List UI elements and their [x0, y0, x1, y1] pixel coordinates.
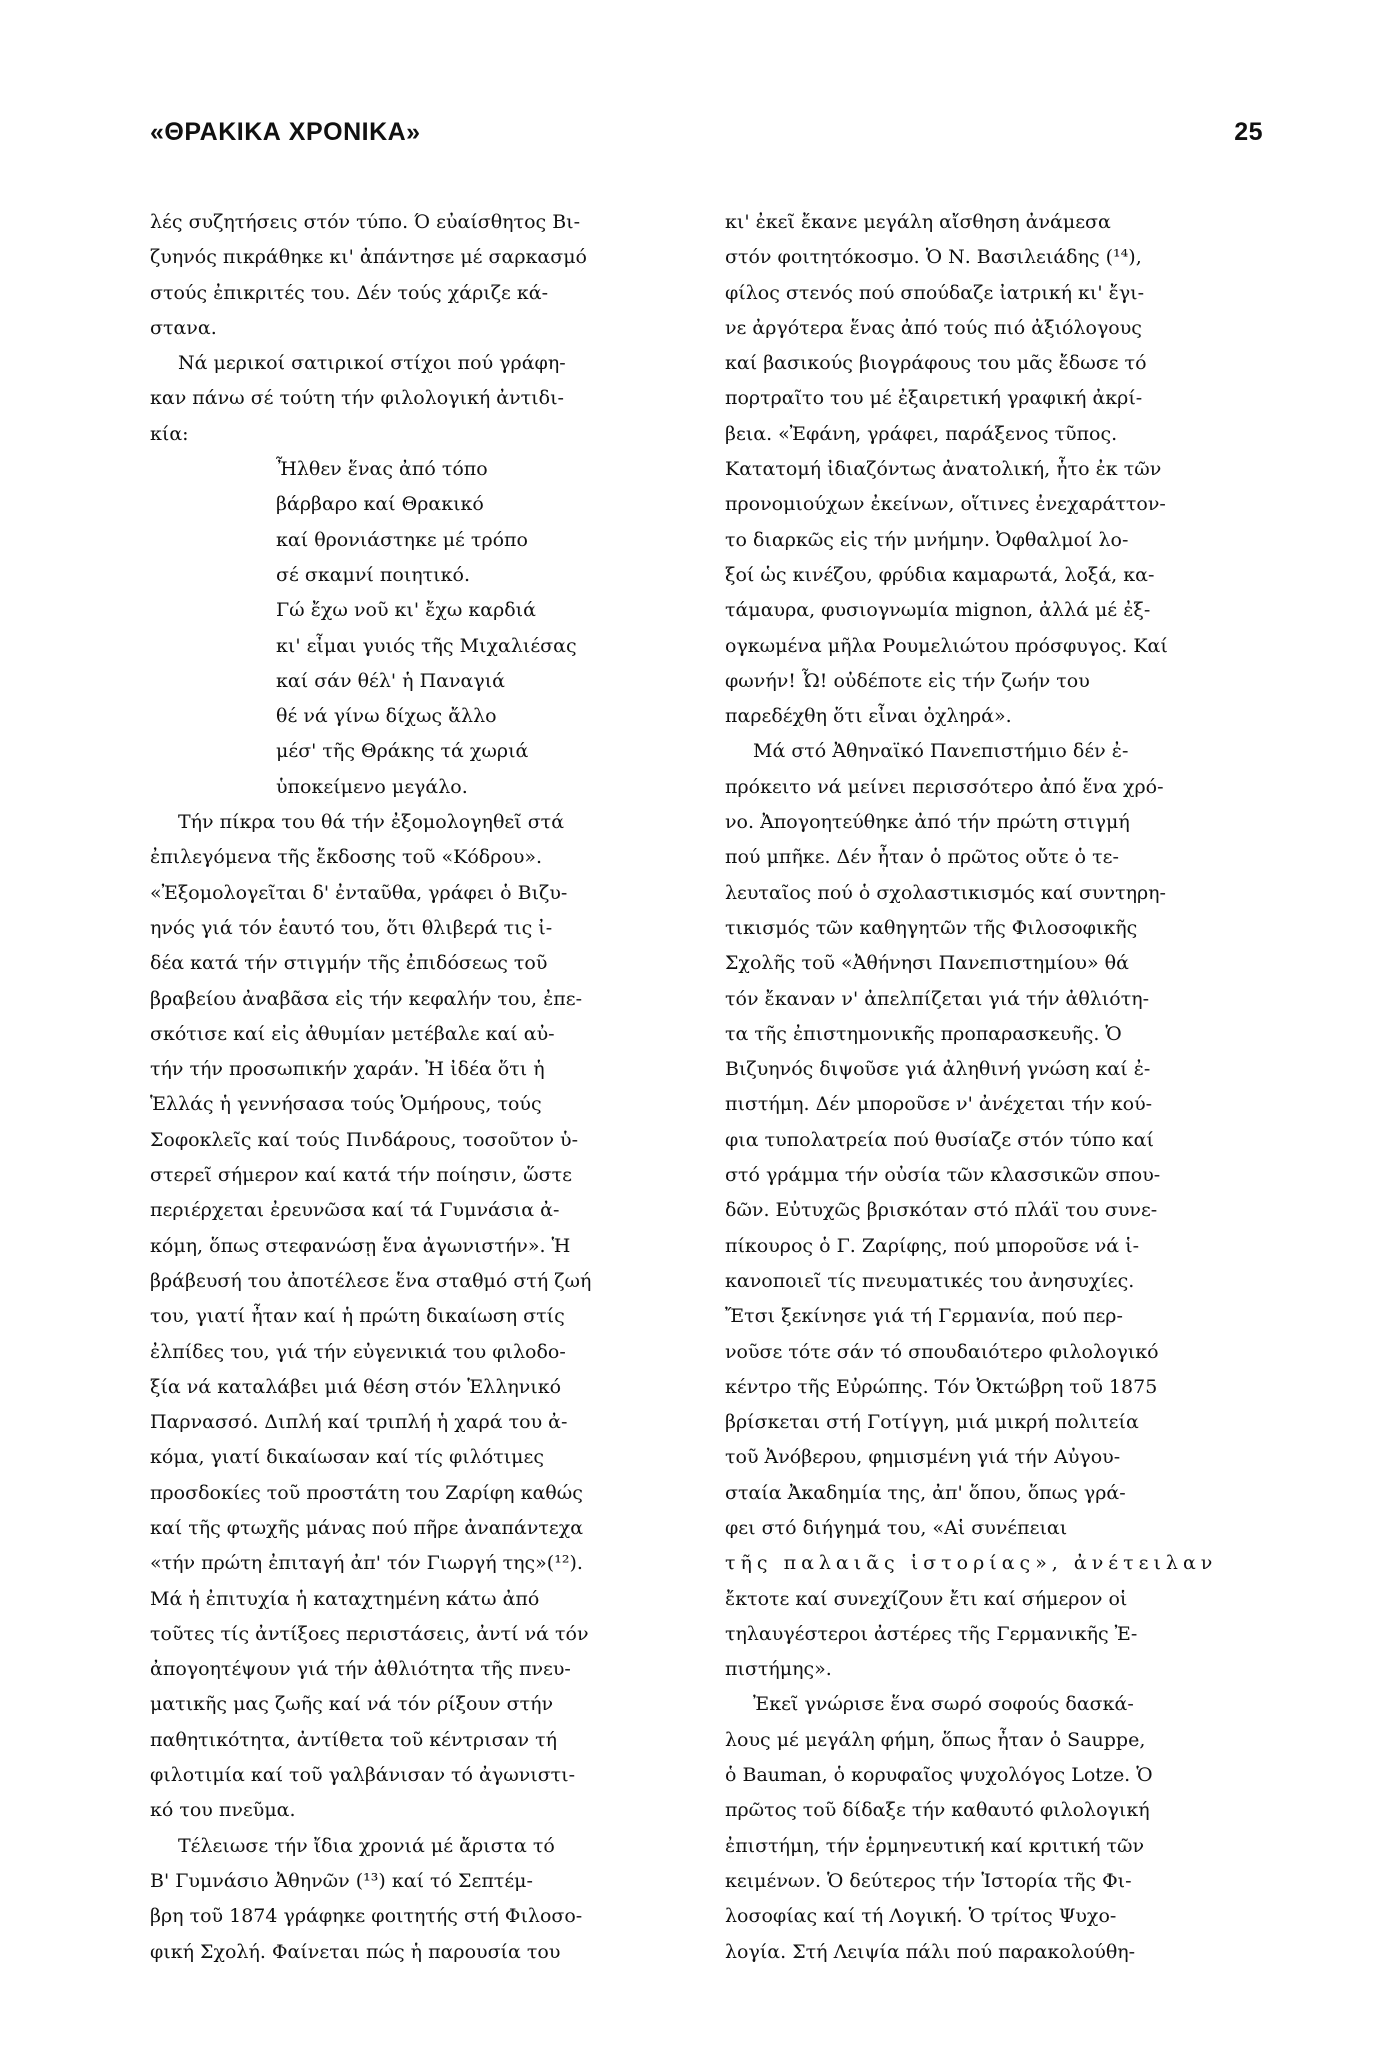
- text-line: νε ἀργότερα ἕνας ἀπό τούς πιό ἀξιόλογους: [725, 316, 1142, 339]
- text-line: λους μέ μεγάλη φήμη, ὅπως ἦταν ὁ Sauppe,: [725, 1728, 1146, 1751]
- text-line: λογία. Στή Λειψία πάλι πού παρακολούθη-: [725, 1940, 1136, 1963]
- text-line: τῆς παλαιᾶς ἱστορίας», ἀνέτειλαν: [725, 1552, 1218, 1575]
- text-line: τόν ἔκαναν ν' ἀπελπίζεται γιά τήν ἀθλιότη-: [725, 987, 1150, 1010]
- text-line: ογκωμένα μῆλα Ρουμελιώτου πρόσφυγος. Καί: [725, 634, 1168, 657]
- text-line: ἐπιλεγόμενα τῆς ἔκδοσης τοῦ «Κόδρου».: [150, 846, 543, 869]
- text-line: ὁ Bauman, ὁ κορυφαῖος ψυχολόγος Lotze. Ὁ: [725, 1764, 1153, 1787]
- text-line: στανα.: [150, 316, 217, 339]
- poem-line: καί θρονιάστηκε μέ τρόπο: [276, 528, 528, 551]
- text-line: ἐπιστήμη, τήν ἑρμηνευτική καί κριτική τῶν: [725, 1834, 1145, 1857]
- text-line: προνομιούχων ἐκείνων, οἵτινες ἐνεχαράττον-: [725, 493, 1166, 516]
- text-line: τοῦτες τίς ἀντίξοες περιστάσεις, ἀντί νά τόν: [150, 1622, 589, 1645]
- text-line: κέντρο τῆς Εὐρώπης. Τόν Ὀκτώβρη τοῦ 1875: [725, 1375, 1158, 1398]
- text-line: Μά στό Ἀθηναϊκό Πανεπιστήμιο δέν ἐ-: [753, 740, 1129, 763]
- text-line: νοῦσε τότε σάν τό σπουδαιότερο φιλολογικό: [725, 1340, 1159, 1363]
- text-line: βρη τοῦ 1874 γράφηκε φοιτητής στή Φιλοσο-: [150, 1905, 583, 1928]
- text-line: κία:: [150, 422, 189, 445]
- text-line: πού μπῆκε. Δέν ἦταν ὁ πρῶτος οὔτε ὁ τε-: [725, 846, 1119, 869]
- text-line: του, γιατί ἦταν καί ἡ πρώτη δικαίωση στίς: [150, 1305, 565, 1328]
- poem-line: μέσ' τῆς Θράκης τά χωριά: [276, 740, 529, 763]
- text-line: Παρνασσό. Διπλή καί τριπλή ἡ χαρά του ἀ-: [150, 1411, 568, 1434]
- poem-line: σέ σκαμνί ποιητικό.: [276, 563, 470, 586]
- text-line: πίκουρος ὁ Γ. Ζαρίφης, πού μποροῦσε νά ἱ-: [725, 1234, 1139, 1257]
- text-line: «τήν πρώτη ἐπιταγή ἀπ' τόν Γιωργή της»(¹²).: [150, 1552, 583, 1575]
- text-line: στόν φοιτητόκοσμο. Ὁ Ν. Βασιλειάδης (¹⁴),: [725, 246, 1142, 269]
- text-line: φια τυπολατρεία πού θυσίαζε στόν τύπο καί: [725, 1128, 1154, 1151]
- text-line: τηλαυγέστεροι ἀστέρες τῆς Γερμανικῆς Ἐ-: [725, 1622, 1138, 1645]
- text-line: το διαρκῶς εἰς τήν μνήμην. Ὀφθαλμοί λο-: [725, 528, 1129, 551]
- text-line: λοσοφίας καί τή Λογική. Ὁ τρίτος Ψυχο-: [725, 1905, 1117, 1928]
- page-number: 25: [1234, 118, 1263, 146]
- text-line: στερεῖ σήμερον καί κατά τήν ποίησιν, ὥστε: [150, 1164, 572, 1187]
- text-line: κι' ἐκεῖ ἔκανε μεγάλη αἴσθηση ἀνάμεσα: [725, 211, 1111, 233]
- text-line: Κατατομή ἰδιαζόντως ἀνατολική, ἧτο ἐκ τῶν: [725, 458, 1162, 481]
- text-line: προσδοκίες τοῦ προστάτη του Ζαρίφη καθώς: [150, 1481, 583, 1504]
- text-line: ζυηνός πικράθηκε κι' ἀπάντησε μέ σαρκασμό: [150, 246, 587, 269]
- text-line: τοῦ Ἀνόβερου, φημισμένη γιά τήν Αὐγου-: [725, 1446, 1121, 1469]
- text-line: Μά ἡ ἐπιτυχία ἡ καταχτημένη κάτω ἀπό: [150, 1587, 540, 1610]
- text-line: κόμη, ὅπως στεφανώσῃ ἕνα ἀγωνιστήν». Ἡ: [150, 1234, 571, 1257]
- text-line: ηνός γιά τόν ἑαυτό του, ὅτι θλιβερά τις ἰ-: [150, 916, 553, 939]
- text-line: πιστήμη. Δέν μποροῦσε ν' ἀνέχεται τήν κού-: [725, 1093, 1153, 1116]
- text-line: πρῶτος τοῦ δίδαξε τήν καθαυτό φιλολογική: [725, 1799, 1150, 1822]
- text-line: πορτραῖτο του μέ ἐξαιρετική γραφική ἀκρί-: [725, 387, 1143, 410]
- text-line: βράβευσή του ἀποτέλεσε ἕνα σταθμό στή ζωή: [150, 1269, 592, 1292]
- text-line: σταία Ἀκαδημία της, ἀπ' ὅπου, ὅπως γρά-: [725, 1481, 1126, 1504]
- text-line: Σοφοκλεῖς καί τούς Πινδάρους, τοσοῦτον ὑ-: [150, 1128, 579, 1151]
- text-line: φωνήν! Ὦ! οὐδέποτε εἰς τήν ζωήν του: [725, 669, 1090, 692]
- poem-line: Ἦλθεν ἕνας ἀπό τόπο: [276, 458, 488, 481]
- text-line: πιστήμης».: [725, 1658, 832, 1681]
- text-line: στό γράμμα τήν οὐσία τῶν κλασσικῶν σπου-: [725, 1164, 1161, 1187]
- text-line: ἀπογοητέψουν γιά τήν ἀθλιότητα τῆς πνευ-: [150, 1658, 571, 1681]
- text-line: καν πάνω σέ τούτη τήν φιλολογική ἀντιδι-: [150, 387, 564, 410]
- text-line: «Ἐξομολογεῖται δ' ἐνταῦθα, γράφει ὁ Βιζυ-: [150, 881, 568, 904]
- text-line: κανοποιεῖ τίς πνευματικές του ἀνησυχίες.: [725, 1269, 1135, 1292]
- text-line: Ἐκεῖ γνώρισε ἕνα σωρό σοφούς δασκά-: [753, 1693, 1134, 1716]
- text-line: λευταῖος πού ὁ σχολαστικισμός καί συντηρη-: [725, 881, 1166, 904]
- text-line: φει στό διήγημά του, «Αἱ συνέπειαι: [725, 1516, 1068, 1539]
- text-line: καί τῆς φτωχῆς μάνας πού πῆρε ἀναπάντεχα: [150, 1516, 584, 1539]
- text-line: Βιζυηνός διψοῦσε γιά ἀληθινή γνώση καί ἐ-: [725, 1058, 1151, 1081]
- poem-line: βάρβαρο καί Θρακικό: [276, 493, 484, 516]
- text-line: φική Σχολή. Φαίνεται πώς ἡ παρουσία του: [150, 1940, 561, 1963]
- poem-line: καί σάν θέλ' ἡ Παναγιά: [276, 669, 506, 692]
- text-line: πρόκειτο νά μείνει περισσότερο ἀπό ἕνα χρό-: [725, 775, 1164, 798]
- text-line: τήν τήν προσωπικήν χαράν. Ἡ ἰδέα ὅτι ἡ: [150, 1058, 545, 1081]
- text-line: Β' Γυμνάσιο Ἀθηνῶν (¹³) καί τό Σεπτέμ-: [150, 1869, 533, 1892]
- poem-line: Γώ ἔχω νοῦ κι' ἔχω καρδιά: [276, 599, 536, 622]
- text-line: περιέρχεται ἐρευνῶσα καί τά Γυμνάσια ἀ-: [150, 1199, 560, 1222]
- left-column: [150, 205, 670, 1970]
- running-header: [150, 118, 1263, 158]
- text-line: κόμα, γιατί δικαίωσαν καί τίς φιλότιμες: [150, 1446, 544, 1469]
- journal-title: «ΘΡΑΚΙΚΑ ΧΡΟΝΙΚΑ»: [150, 118, 421, 146]
- text-line: κειμένων. Ὁ δεύτερος τήν Ἱστορία τῆς Φι-: [725, 1869, 1132, 1892]
- text-line: στούς ἐπικριτές του. Δέν τούς χάριζε κά-: [150, 281, 548, 304]
- text-line: ματικῆς μας ζωῆς καί νά τόν ρίξουν στήν: [150, 1693, 554, 1716]
- text-line: Ἑλλάς ἡ γεννήσασα τούς Ὁμήρους, τούς: [150, 1093, 542, 1116]
- text-line: Ἔτσι ξεκίνησε γιά τή Γερμανία, πού περ-: [725, 1305, 1123, 1328]
- text-line: λές συζητήσεις στόν τύπο. Ό εὐαίσθητος Βι-: [150, 211, 581, 233]
- text-line: δῶν. Εὐτυχῶς βρισκόταν στό πλάϊ του συνε-: [725, 1199, 1158, 1222]
- text-line: ἐλπίδες του, γιά τήν εὐγενικιά του φιλοδο-: [150, 1340, 566, 1363]
- text-line: τάμαυρα, φυσιογνωμία mignon, ἀλλά μέ ἐξ-: [725, 599, 1151, 622]
- text-line: παρεδέχθη ὅτι εἶναι ὀχληρά».: [725, 705, 1012, 728]
- text-line: ἔκτοτε καί συνεχίζουν ἔτι καί σήμερον οἱ: [725, 1587, 1128, 1610]
- text-line: δέα κατά τήν στιγμήν τῆς ἐπιδόσεως τοῦ: [150, 952, 548, 975]
- poem-line: κι' εἶμαι γυιός τῆς Μιχαλιέσας: [276, 634, 577, 657]
- text-line: τικισμός τῶν καθηγητῶν τῆς Φιλοσοφικῆς: [725, 916, 1138, 939]
- text-line: φίλος στενός πού σπούδαζε ἰατρική κι' ἔγι-: [725, 281, 1145, 304]
- text-line: φιλοτιμία καί τοῦ γαλβάνισαν τό ἀγωνιστι-: [150, 1764, 576, 1787]
- text-line: ξοί ὡς κινέζου, φρύδια καμαρωτά, λοξά, κα-: [725, 563, 1155, 586]
- text-line: Νά μερικοί σατιρικοί στίχοι πού γράφη-: [178, 352, 566, 375]
- text-line: κό του πνεῦμα.: [150, 1799, 296, 1822]
- text-line: σκότισε καί εἰς ἀθυμίαν μετέβαλε καί αὐ-: [150, 1022, 555, 1045]
- text-line: βεια. «Ἐφάνη, γράφει, παράξενος τῦπος.: [725, 422, 1118, 445]
- text-line: βρίσκεται στή Γοτίγγη, μιά μικρή πολιτεία: [725, 1411, 1139, 1434]
- text-line: Τέλειωσε τήν ἴδια χρονιά μέ ἄριστα τό: [178, 1834, 555, 1857]
- text-line: ξία νά καταλάβει μιά θέση στόν Ἑλληνικό: [150, 1375, 562, 1398]
- text-line: Τήν πίκρα του θά τήν ἐξομολογηθεῖ στά: [178, 811, 565, 834]
- text-line: τα τῆς ἐπιστημονικῆς προπαρασκευῆς. Ὁ: [725, 1022, 1122, 1045]
- text-line: Σχολῆς τοῦ «Ἀθήνησι Πανεπιστημίου» θά: [725, 952, 1129, 975]
- poem-line: ὑποκείμενο μεγάλο.: [276, 775, 468, 798]
- text-line: παθητικότητα, ἀντίθετα τοῦ κέντρισαν τή: [150, 1728, 557, 1751]
- poem-line: θέ νά γίνω δίχως ἄλλο: [276, 705, 497, 728]
- right-column: [725, 205, 1255, 1970]
- text-line: βραβείου ἀναβᾶσα εἰς τήν κεφαλήν του, ἐπε-: [150, 987, 583, 1010]
- text-line: καί βασικούς βιογράφους του μᾶς ἔδωσε τό: [725, 352, 1147, 375]
- text-line: νο. Ἀπογοητεύθηκε ἀπό τήν πρώτη στιγμή: [725, 811, 1130, 834]
